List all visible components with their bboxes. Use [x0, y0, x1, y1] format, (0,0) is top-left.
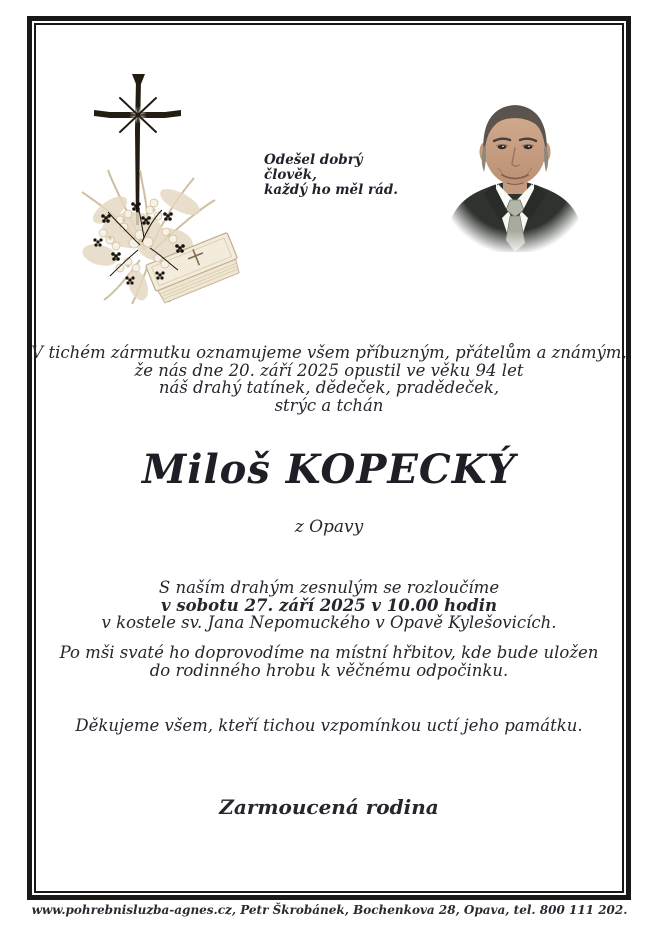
farewell-text [27, 579, 631, 632]
farewell-line: S naším drahým zesnulým se rozloučíme [158, 578, 500, 597]
announcement-line: V tichém zármutku oznamujeme všem příbuzným, přátelům a známým, [31, 343, 627, 362]
farewell-line: v kostele sv. Jana Nepomuckého v Opavě Kylešovicích. [101, 613, 557, 632]
announcement-line: že nás dne 20. září 2025 opustil ve věku 94 let [134, 360, 524, 380]
portrait-photo [440, 80, 590, 252]
burial-line: Po mši svaté ho doprovodíme na místní hřbitov, kde bude uložen [59, 643, 599, 662]
deceased-name: Miloš KOPECKÝ [142, 446, 516, 493]
photo-vignette [440, 80, 590, 252]
family-signature: Zarmoucená rodina [219, 795, 439, 819]
announcement-line: náš drahý tatínek, dědeček, pradědeček, [158, 378, 500, 397]
origin-text: z Opavy [294, 517, 364, 537]
funeral-home-footer: www.pohrebnisluzba-agnes.cz, Petr Škrobánek, Bochenkova 28, Opava, tel. 800 111 202. [31, 903, 628, 917]
cross-flowers-bible-icon [70, 70, 245, 308]
farewell-datetime: v sobotu 27. září 2025 v 10.00 hodin [161, 595, 497, 615]
quote-line: každý ho měl rád. [264, 182, 398, 198]
star-rays-icon [120, 98, 156, 132]
burial-line: do rodinného hrobu k věčnému odpočinku. [149, 660, 509, 680]
cross-and-flowers-illustration [70, 70, 245, 308]
burial-text [27, 644, 631, 679]
memorial-quote [264, 153, 414, 198]
announcement-text [27, 344, 631, 414]
announcement-line: strýc a tchán [274, 395, 384, 415]
quote-line: Odešel dobrý člověk, [264, 152, 363, 183]
portrait-man-icon [440, 80, 590, 252]
thanks-text: Děkujeme všem, kteří tichou vzpomínkou uctí jeho památku. [75, 716, 583, 735]
